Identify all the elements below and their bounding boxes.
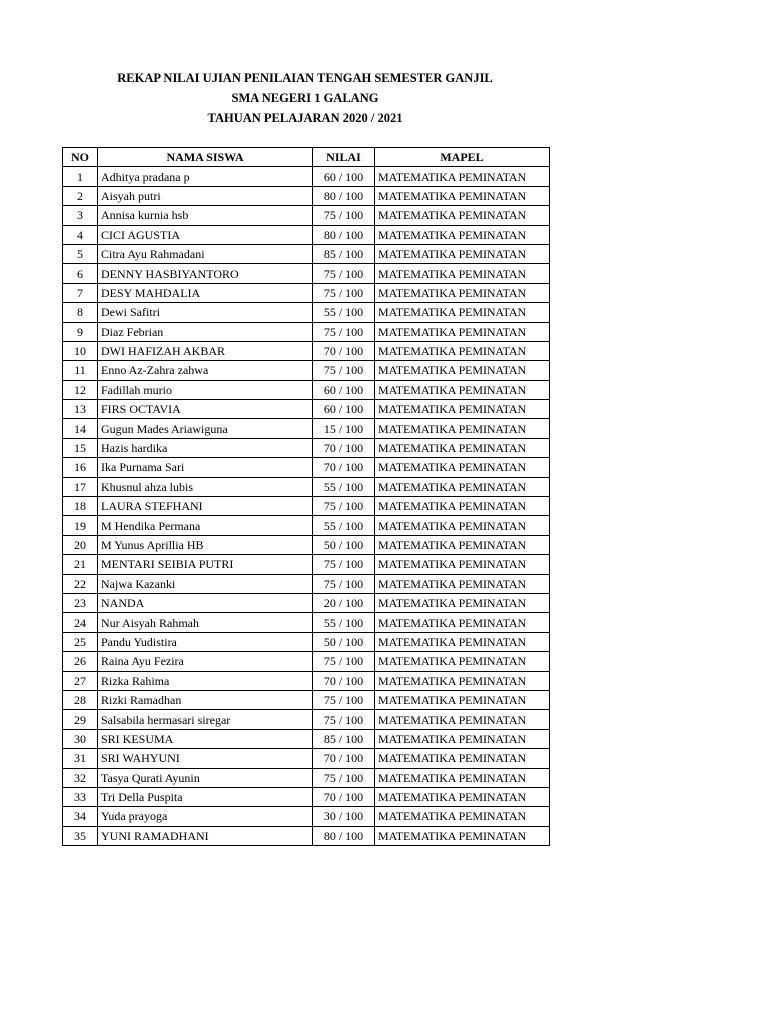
cell-nama-siswa: SRI KESUMA (98, 729, 313, 748)
cell-nama-siswa: YUNI RAMADHANI (98, 826, 313, 845)
cell-mapel: MATEMATIKA PEMINATAN (375, 244, 550, 263)
document-title: REKAP NILAI UJIAN PENILAIAN TENGAH SEMESTER GANJIL (117, 71, 493, 85)
cell-nama-siswa: Ika Purnama Sari (98, 458, 313, 477)
cell-nilai: 75 / 100 (313, 555, 375, 574)
cell-nama-siswa: Dewi Safitri (98, 303, 313, 322)
cell-nilai: 50 / 100 (313, 632, 375, 651)
cell-nilai: 70 / 100 (313, 671, 375, 690)
cell-nama-siswa: M Hendika Permana (98, 516, 313, 535)
cell-nilai: 75 / 100 (313, 361, 375, 380)
cell-mapel: MATEMATIKA PEMINATAN (375, 438, 550, 457)
cell-nilai: 70 / 100 (313, 341, 375, 360)
cell-nilai: 30 / 100 (313, 807, 375, 826)
cell-nama-siswa: MENTARI SEIBIA PUTRI (98, 555, 313, 574)
cell-nilai: 75 / 100 (313, 710, 375, 729)
cell-mapel: MATEMATIKA PEMINATAN (375, 574, 550, 593)
cell-nama-siswa: DESY MAHDALIA (98, 283, 313, 302)
table-row (63, 400, 550, 419)
cell-nilai: 80 / 100 (313, 225, 375, 244)
cell-mapel: MATEMATIKA PEMINATAN (375, 807, 550, 826)
cell-nama-siswa: Adhitya pradana p (98, 167, 313, 186)
table-row (63, 186, 550, 205)
column-header-nama-siswa: NAMA SISWA (98, 148, 313, 167)
cell-nama-siswa: DENNY HASBIYANTORO (98, 264, 313, 283)
table-row (63, 652, 550, 671)
table-row (63, 361, 550, 380)
cell-nilai: 55 / 100 (313, 516, 375, 535)
cell-no: 7 (63, 283, 98, 302)
cell-nilai: 50 / 100 (313, 535, 375, 554)
cell-no: 20 (63, 535, 98, 554)
cell-nama-siswa: CICI AGUSTIA (98, 225, 313, 244)
cell-mapel: MATEMATIKA PEMINATAN (375, 535, 550, 554)
cell-mapel: MATEMATIKA PEMINATAN (375, 613, 550, 632)
cell-nilai: 75 / 100 (313, 264, 375, 283)
table-row (63, 613, 550, 632)
cell-nama-siswa: NANDA (98, 593, 313, 612)
cell-no: 30 (63, 729, 98, 748)
cell-no: 4 (63, 225, 98, 244)
grades-table-body (63, 167, 550, 846)
table-row (63, 438, 550, 457)
cell-nama-siswa: Khusnul ahza lubis (98, 477, 313, 496)
cell-no: 18 (63, 497, 98, 516)
academic-year: TAHUAN PELAJARAN 2020 / 2021 (207, 111, 403, 125)
table-row (63, 516, 550, 535)
cell-nilai: 85 / 100 (313, 729, 375, 748)
cell-mapel: MATEMATIKA PEMINATAN (375, 341, 550, 360)
table-row (63, 264, 550, 283)
table-row (63, 206, 550, 225)
table-row (63, 244, 550, 263)
cell-mapel: MATEMATIKA PEMINATAN (375, 303, 550, 322)
cell-mapel: MATEMATIKA PEMINATAN (375, 419, 550, 438)
table-row (63, 477, 550, 496)
cell-mapel: MATEMATIKA PEMINATAN (375, 749, 550, 768)
cell-nama-siswa: Gugun Mades Ariawiguna (98, 419, 313, 438)
cell-mapel: MATEMATIKA PEMINATAN (375, 186, 550, 205)
cell-nama-siswa: Nur Aisyah Rahmah (98, 613, 313, 632)
cell-no: 12 (63, 380, 98, 399)
cell-nilai: 70 / 100 (313, 458, 375, 477)
cell-nilai: 70 / 100 (313, 438, 375, 457)
cell-nama-siswa: Yuda prayoga (98, 807, 313, 826)
cell-nilai: 70 / 100 (313, 787, 375, 806)
cell-no: 13 (63, 400, 98, 419)
cell-nilai: 75 / 100 (313, 206, 375, 225)
cell-no: 26 (63, 652, 98, 671)
cell-nilai: 55 / 100 (313, 303, 375, 322)
table-row (63, 807, 550, 826)
cell-mapel: MATEMATIKA PEMINATAN (375, 497, 550, 516)
cell-mapel: MATEMATIKA PEMINATAN (375, 167, 550, 186)
table-row (63, 555, 550, 574)
school-name: SMA NEGERI 1 GALANG (231, 91, 379, 105)
cell-no: 10 (63, 341, 98, 360)
cell-no: 1 (63, 167, 98, 186)
cell-nama-siswa: Pandu Yudistira (98, 632, 313, 651)
cell-mapel: MATEMATIKA PEMINATAN (375, 710, 550, 729)
cell-no: 19 (63, 516, 98, 535)
cell-no: 5 (63, 244, 98, 263)
table-row (63, 322, 550, 341)
table-row (63, 283, 550, 302)
table-row (63, 632, 550, 651)
cell-nama-siswa: LAURA STEFHANI (98, 497, 313, 516)
cell-nilai: 70 / 100 (313, 749, 375, 768)
cell-no: 23 (63, 593, 98, 612)
cell-no: 14 (63, 419, 98, 438)
cell-mapel: MATEMATIKA PEMINATAN (375, 729, 550, 748)
table-header-row (63, 148, 550, 167)
table-row (63, 167, 550, 186)
cell-no: 33 (63, 787, 98, 806)
table-row (63, 303, 550, 322)
cell-nama-siswa: FIRS OCTAVIA (98, 400, 313, 419)
cell-nama-siswa: DWI HAFIZAH AKBAR (98, 341, 313, 360)
column-header-nilai: NILAI (313, 148, 375, 167)
table-row (63, 380, 550, 399)
cell-no: 35 (63, 826, 98, 845)
cell-nama-siswa: Citra Ayu Rahmadani (98, 244, 313, 263)
table-row (63, 341, 550, 360)
cell-nilai: 75 / 100 (313, 322, 375, 341)
cell-nilai: 85 / 100 (313, 244, 375, 263)
cell-mapel: MATEMATIKA PEMINATAN (375, 516, 550, 535)
cell-mapel: MATEMATIKA PEMINATAN (375, 632, 550, 651)
cell-nama-siswa: Rizki Ramadhan (98, 690, 313, 709)
cell-mapel: MATEMATIKA PEMINATAN (375, 555, 550, 574)
cell-no: 21 (63, 555, 98, 574)
grades-table (62, 147, 550, 846)
cell-nilai: 60 / 100 (313, 167, 375, 186)
cell-nilai: 80 / 100 (313, 826, 375, 845)
cell-nama-siswa: Rizka Rahima (98, 671, 313, 690)
cell-no: 11 (63, 361, 98, 380)
cell-nilai: 75 / 100 (313, 768, 375, 787)
table-row (63, 787, 550, 806)
cell-nama-siswa: Tasya Qurati Ayunin (98, 768, 313, 787)
table-row (63, 458, 550, 477)
cell-nilai: 75 / 100 (313, 652, 375, 671)
cell-no: 22 (63, 574, 98, 593)
cell-nilai: 60 / 100 (313, 400, 375, 419)
cell-mapel: MATEMATIKA PEMINATAN (375, 593, 550, 612)
cell-nama-siswa: Raina Ayu Fezira (98, 652, 313, 671)
cell-nilai: 75 / 100 (313, 690, 375, 709)
table-row (63, 768, 550, 787)
cell-nama-siswa: Annisa kurnia hsb (98, 206, 313, 225)
cell-nama-siswa: SRI WAHYUNI (98, 749, 313, 768)
cell-nilai: 75 / 100 (313, 497, 375, 516)
cell-mapel: MATEMATIKA PEMINATAN (375, 652, 550, 671)
cell-nama-siswa: Najwa Kazanki (98, 574, 313, 593)
cell-mapel: MATEMATIKA PEMINATAN (375, 826, 550, 845)
table-row (63, 826, 550, 845)
cell-no: 9 (63, 322, 98, 341)
cell-no: 3 (63, 206, 98, 225)
cell-mapel: MATEMATIKA PEMINATAN (375, 380, 550, 399)
table-row (63, 729, 550, 748)
cell-no: 25 (63, 632, 98, 651)
cell-nama-siswa: Diaz Febrian (98, 322, 313, 341)
table-row (63, 419, 550, 438)
cell-mapel: MATEMATIKA PEMINATAN (375, 768, 550, 787)
cell-nilai: 15 / 100 (313, 419, 375, 438)
cell-nama-siswa: Hazis hardika (98, 438, 313, 457)
cell-mapel: MATEMATIKA PEMINATAN (375, 787, 550, 806)
cell-nilai: 55 / 100 (313, 613, 375, 632)
cell-mapel: MATEMATIKA PEMINATAN (375, 283, 550, 302)
cell-nilai: 20 / 100 (313, 593, 375, 612)
cell-nilai: 80 / 100 (313, 186, 375, 205)
cell-nama-siswa: Salsabila hermasari siregar (98, 710, 313, 729)
table-row (63, 497, 550, 516)
table-row (63, 749, 550, 768)
cell-nama-siswa: Enno Az-Zahra zahwa (98, 361, 313, 380)
cell-no: 6 (63, 264, 98, 283)
cell-mapel: MATEMATIKA PEMINATAN (375, 264, 550, 283)
table-row (63, 535, 550, 554)
cell-nilai: 60 / 100 (313, 380, 375, 399)
cell-mapel: MATEMATIKA PEMINATAN (375, 671, 550, 690)
cell-no: 28 (63, 690, 98, 709)
table-row (63, 671, 550, 690)
table-row (63, 574, 550, 593)
cell-mapel: MATEMATIKA PEMINATAN (375, 458, 550, 477)
cell-mapel: MATEMATIKA PEMINATAN (375, 690, 550, 709)
cell-no: 29 (63, 710, 98, 729)
cell-mapel: MATEMATIKA PEMINATAN (375, 206, 550, 225)
cell-no: 27 (63, 671, 98, 690)
table-row (63, 593, 550, 612)
table-row (63, 710, 550, 729)
cell-nama-siswa: M Yunus Aprillia HB (98, 535, 313, 554)
cell-no: 24 (63, 613, 98, 632)
cell-mapel: MATEMATIKA PEMINATAN (375, 477, 550, 496)
cell-nama-siswa: Tri Della Puspita (98, 787, 313, 806)
column-header-no: NO (63, 148, 98, 167)
cell-no: 16 (63, 458, 98, 477)
cell-nilai: 75 / 100 (313, 283, 375, 302)
cell-mapel: MATEMATIKA PEMINATAN (375, 361, 550, 380)
cell-mapel: MATEMATIKA PEMINATAN (375, 400, 550, 419)
cell-no: 17 (63, 477, 98, 496)
cell-no: 15 (63, 438, 98, 457)
cell-no: 31 (63, 749, 98, 768)
cell-nama-siswa: Aisyah putri (98, 186, 313, 205)
table-row (63, 690, 550, 709)
cell-mapel: MATEMATIKA PEMINATAN (375, 225, 550, 244)
cell-nilai: 55 / 100 (313, 477, 375, 496)
column-header-mapel: MAPEL (375, 148, 550, 167)
cell-nilai: 75 / 100 (313, 574, 375, 593)
cell-nama-siswa: Fadillah murio (98, 380, 313, 399)
cell-no: 8 (63, 303, 98, 322)
cell-no: 2 (63, 186, 98, 205)
cell-no: 32 (63, 768, 98, 787)
table-row (63, 225, 550, 244)
cell-no: 34 (63, 807, 98, 826)
cell-mapel: MATEMATIKA PEMINATAN (375, 322, 550, 341)
